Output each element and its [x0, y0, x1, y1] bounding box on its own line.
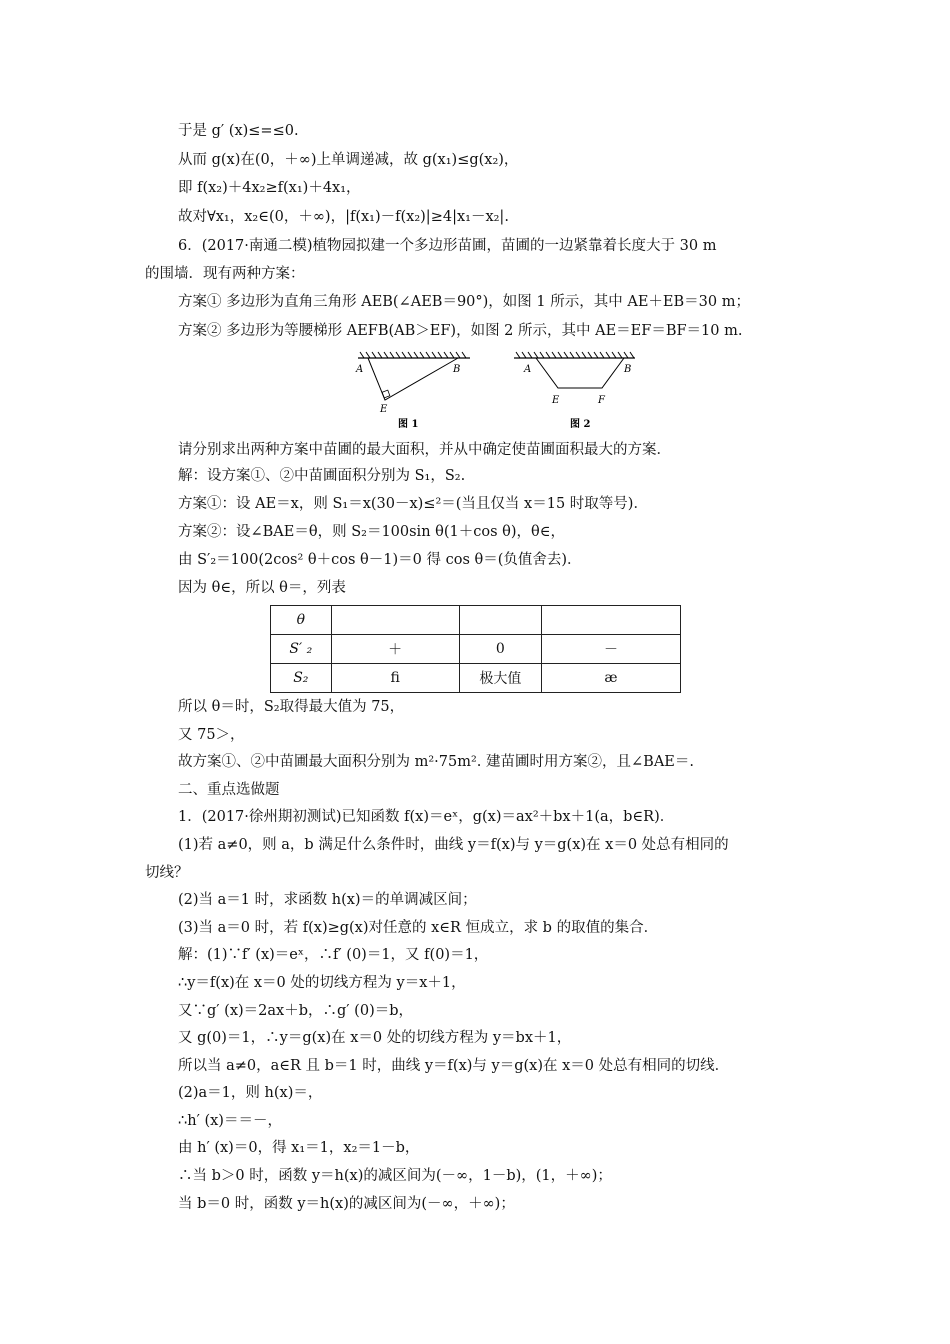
- text-line: 解：(1)∵f′ (x)＝eˣ，∴f′ (0)＝1，又 f(0)＝1，: [178, 947, 489, 963]
- text-line: 于是 g′ (x)≤=≤0.: [178, 123, 299, 139]
- text-line: 因为 θ∈，所以 θ＝，列表: [178, 580, 346, 596]
- text-line: 的围墙．现有两种方案：: [145, 266, 305, 282]
- text-line: 又∵g′ (x)＝2ax＋b，∴g′ (0)＝b，: [178, 1003, 414, 1019]
- text-line: 请分别求出两种方案中苗圃的最大面积，并从中确定使苗圃面积最大的方案．: [178, 442, 671, 458]
- table-cell: [542, 606, 681, 635]
- figure-2-caption: 图 2: [570, 419, 591, 430]
- problem-6-text: 6．(2017·南通二模)植物园拟建一个多边形苗圃，苗圃的一边紧靠着长度大于 30 m: [178, 238, 717, 254]
- text-line: (2)当 a＝1 时，求函数 h(x)＝的单调减区间；: [178, 892, 477, 908]
- table-cell: [331, 606, 459, 635]
- label-a: A: [524, 364, 532, 375]
- table-cell: －: [542, 635, 681, 664]
- table-cell: æ: [542, 664, 681, 693]
- figure-1-caption: 图 1: [398, 419, 419, 430]
- table-row: [271, 606, 681, 635]
- variation-table: [270, 605, 681, 693]
- table-row: [271, 664, 681, 693]
- text-line: ∴h′ (x)＝＝－，: [178, 1113, 282, 1129]
- text-line: 解：设方案①、②中苗圃面积分别为 S₁，S₂.: [178, 468, 466, 484]
- text-line: 切线？: [145, 865, 189, 881]
- table-cell: S′ ₂: [271, 635, 332, 664]
- table-cell: ＋: [331, 635, 459, 664]
- plan-1-text: 方案① 多边形为直角三角形 AEB(∠AEB＝90°)，如图 1 所示，其中 AE＋EB＝30 m；: [178, 294, 750, 310]
- text-line: 由 h′ (x)＝0，得 x₁＝1，x₂＝1－b，: [178, 1140, 420, 1156]
- label-e: E: [380, 404, 388, 415]
- text-line: ∴y＝f(x)在 x＝0 处的切线方程为 y＝x＋1，: [178, 975, 466, 991]
- text-line: 由 S′₂＝100(2cos² θ＋cos θ－1)＝0 得 cos θ＝(负值舍去)．: [178, 552, 582, 568]
- text-line: 所以当 a≠0，a∈R 且 b＝1 时，曲线 y＝f(x)与 y＝g(x)在 x＝0 处总有相同的切线．: [178, 1058, 730, 1074]
- text-line: (1)若 a≠0，则 a，b 满足什么条件时，曲线 y＝f(x)与 y＝g(x)在 x＝0 处总有相同的: [178, 837, 729, 853]
- text-line: 又 75＞，: [178, 727, 245, 743]
- problem-1-text: 1．(2017·徐州期初测试)已知函数 f(x)＝eˣ，g(x)＝ax²＋bx＋1(a，b∈R)．: [178, 809, 675, 825]
- figure-1: [355, 352, 470, 430]
- table-cell: ﬁ: [331, 664, 459, 693]
- text-line: 所以 θ＝时，S₂取得最大值为 75，: [178, 699, 405, 715]
- text-line: 故对∀x₁，x₂∈(0，＋∞)，|f(x₁)－f(x₂)|≥4|x₁－x₂|.: [178, 209, 509, 225]
- table-cell: 极大值: [459, 664, 541, 693]
- text-line: 从而 g(x)在(0，＋∞)上单调递减，故 g(x₁)≤g(x₂)，: [178, 152, 519, 168]
- label-f: F: [598, 395, 605, 406]
- label-a: A: [356, 364, 364, 375]
- figure-2: [514, 352, 635, 430]
- label-e: E: [552, 395, 560, 406]
- text-line: 当 b＝0 时，函数 y＝h(x)的减区间为(－∞，＋∞)；: [178, 1196, 515, 1212]
- table-row: [271, 635, 681, 664]
- table-cell: 0: [459, 635, 541, 664]
- figures: [340, 348, 640, 430]
- label-b: B: [453, 364, 461, 375]
- text-line: (2)a＝1，则 h(x)＝，: [178, 1085, 323, 1101]
- text-line: 故方案①、②中苗圃最大面积分别为 m²·75m². 建苗圃时用方案②，且∠BAE＝.: [178, 754, 694, 770]
- text-line: 即 f(x₂)＋4x₂≥f(x₁)＋4x₁，: [178, 180, 361, 196]
- plan-2-text: 方案② 多边形为等腰梯形 AEFB(AB＞EF)，如图 2 所示，其中 AE＝EF＝BF＝10 m.: [178, 323, 743, 339]
- text-line: 方案①：设 AE＝x，则 S₁＝x(30－x)≤²＝(当且仅当 x＝15 时取等号)．: [178, 496, 648, 512]
- label-b: B: [624, 364, 632, 375]
- text-line: (3)当 a＝0 时，若 f(x)≥g(x)对任意的 x∈R 恒成立，求 b 的取值的集合．: [178, 920, 659, 936]
- table-cell: θ: [271, 606, 332, 635]
- text-line: 方案②：设∠BAE＝θ，则 S₂＝100sin θ(1＋cos θ)，θ∈，: [178, 524, 566, 540]
- table-cell: [459, 606, 541, 635]
- section-heading: 二、重点选做题: [178, 782, 280, 798]
- text-line: ∴当 b＞0 时，函数 y＝h(x)的减区间为(－∞，1－b)，(1，＋∞)；: [178, 1168, 612, 1184]
- table-cell: S₂: [271, 664, 332, 693]
- text-line: 又 g(0)＝1，∴y＝g(x)在 x＝0 处的切线方程为 y＝bx＋1，: [178, 1030, 572, 1046]
